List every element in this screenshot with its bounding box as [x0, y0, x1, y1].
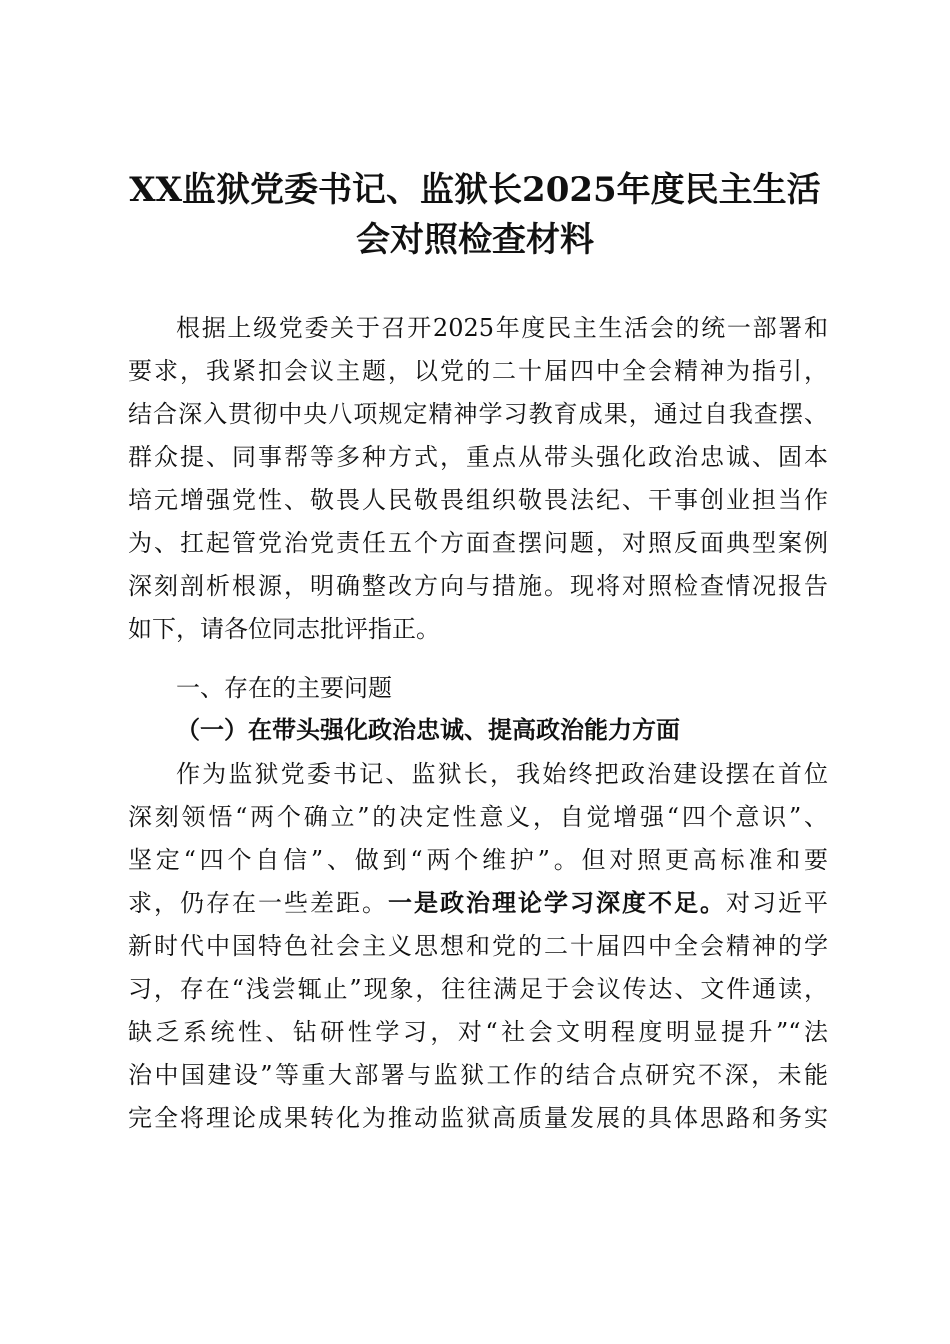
body-text: 求，仍存在一些差距。: [128, 889, 388, 917]
body-text: 对习近平: [726, 889, 828, 917]
body-line: 坚定“四个自信”、做到“两个维护”。但对照更高标准和要: [128, 846, 828, 874]
section-heading: 一、存在的主要问题: [176, 674, 392, 702]
intro-line: 培元增强党性、敬畏人民敬畏组织敬畏法纪、干事创业担当作: [128, 486, 828, 514]
body-line: 深刻领悟“两个确立”的决定性意义，自觉增强“四个意识”、: [128, 803, 828, 831]
body-text-emphasis: 一是政治理论学习深度不足。: [388, 888, 726, 917]
intro-line: 根据上级党委关于召开2025年度民主生活会的统一部署和: [176, 314, 828, 342]
intro-line: 结合深入贯彻中央八项规定精神学习教育成果，通过自我查摆、: [128, 400, 828, 428]
document-title-line-1: XX监狱党委书记、监狱长2025年度民主生活: [129, 170, 821, 210]
subsection-heading: （一）在带头强化政治忠诚、提高政治能力方面: [176, 715, 680, 744]
intro-line: 为、扛起管党治党责任五个方面查摆问题，对照反面典型案例: [128, 529, 828, 557]
intro-line: 如下，请各位同志批评指正。: [128, 615, 440, 643]
body-line: 习，存在“浅尝辄止”现象，往往满足于会议传达、文件通读，: [128, 975, 828, 1003]
body-line: 治中国建设”等重大部署与监狱工作的结合点研究不深，未能: [128, 1061, 828, 1089]
body-line: 完全将理论成果转化为推动监狱高质量发展的具体思路和务实: [128, 1104, 828, 1132]
body-line-mixed: [128, 888, 828, 918]
intro-line: 群众提、同事帮等多种方式，重点从带头强化政治忠诚、固本: [128, 443, 828, 471]
body-line: 作为监狱党委书记、监狱长，我始终把政治建设摆在首位: [176, 760, 828, 788]
intro-line: 要求，我紧扣会议主题，以党的二十届四中全会精神为指引，: [128, 357, 828, 385]
intro-line: 深刻剖析根源，明确整改方向与措施。现将对照检查情况报告: [128, 572, 828, 600]
document-title-line-2: 会对照检查材料: [356, 220, 594, 260]
body-line: 新时代中国特色社会主义思想和党的二十届四中全会精神的学: [128, 932, 828, 960]
body-line: 缺乏系统性、钻研性学习，对“社会文明程度明显提升”“法: [128, 1018, 828, 1046]
